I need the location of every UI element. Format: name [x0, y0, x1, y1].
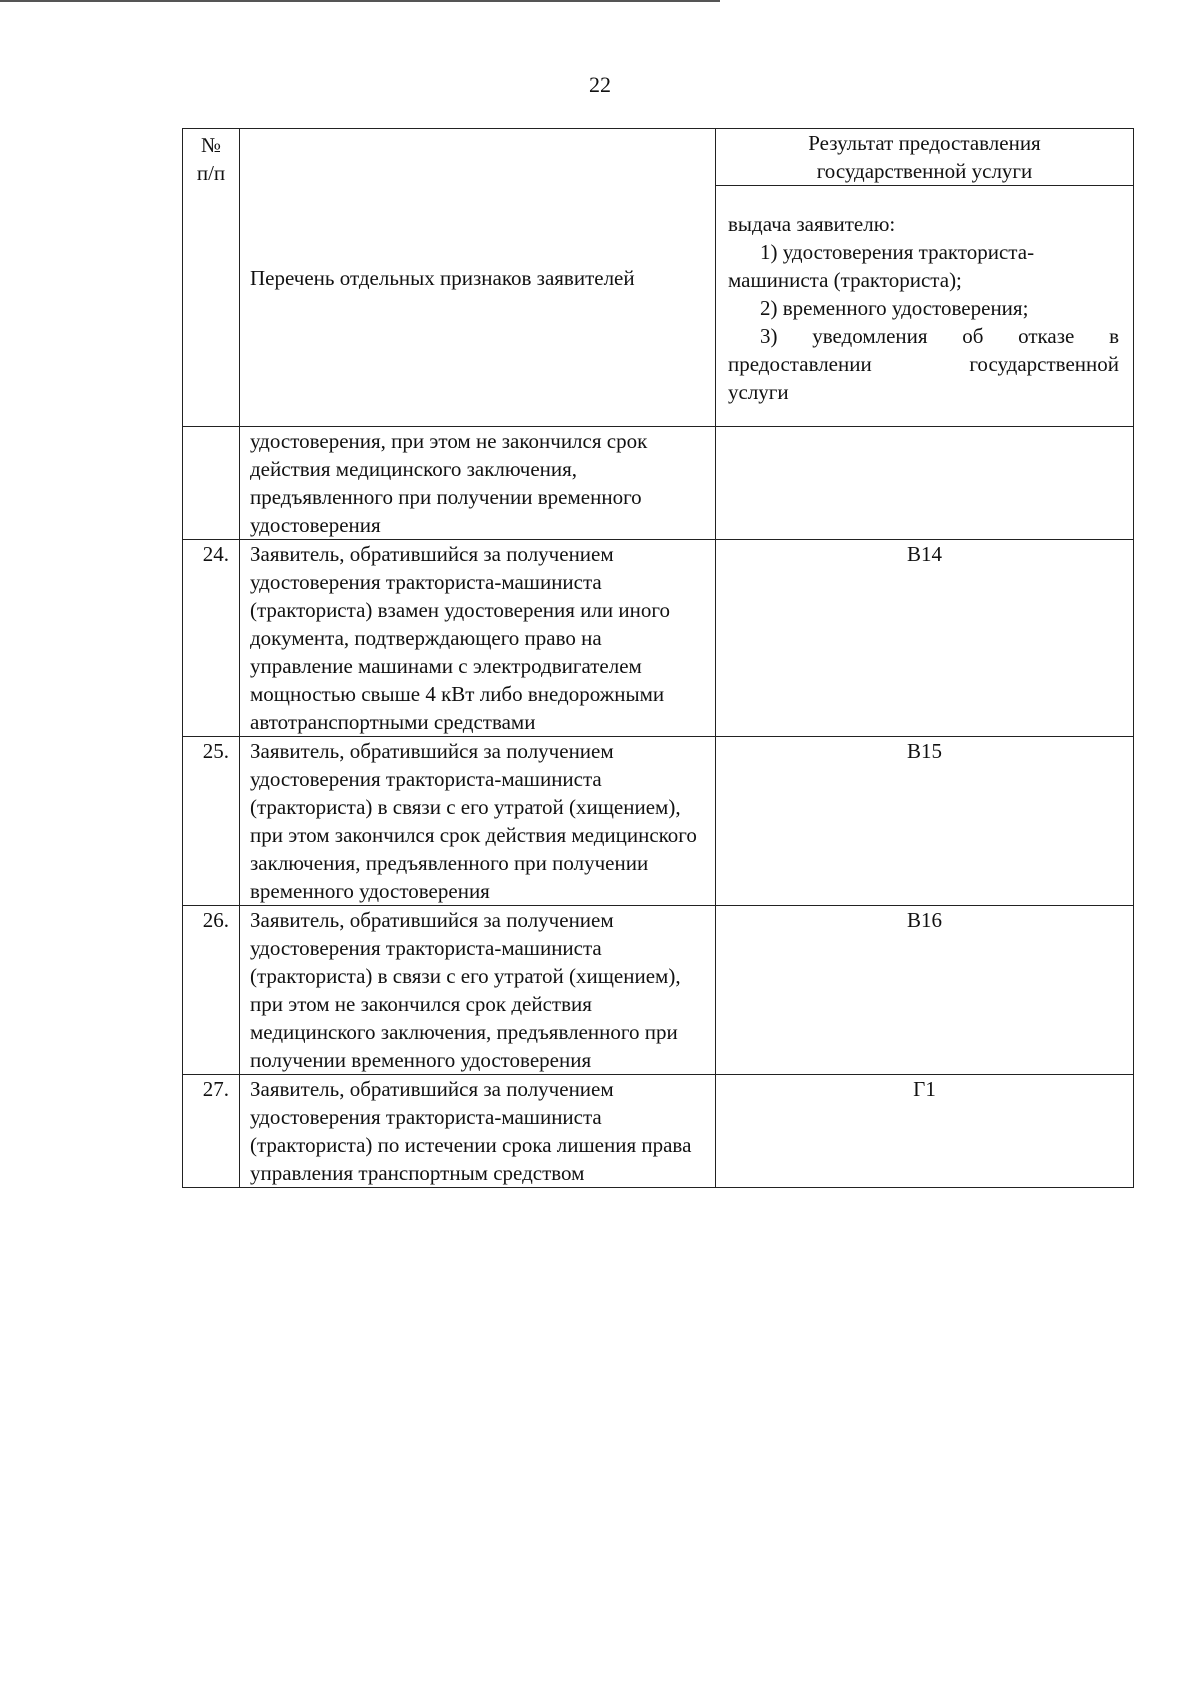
row-result-code: В16 — [716, 906, 1134, 1075]
header-result-title-line1: Результат предоставления — [808, 131, 1041, 155]
row-features: Заявитель, обратившийся за получением удостоверения тракториста-машиниста (тракториста) взамен удостоверения или иного документа, подтверждающего право на управление машинами с электродвигателем мощностью свыше 4 кВт либо внедорожными автотранспортными средствами — [240, 540, 716, 737]
table-row — [183, 540, 1134, 737]
row-result-code: В15 — [716, 737, 1134, 906]
result-list-item1-line2: машиниста (тракториста); — [728, 268, 962, 292]
row-number: 24. — [183, 540, 240, 737]
header-result-title — [716, 129, 1134, 186]
row-features: удостоверения, при этом не закончился срок действия медицинского заключения, предъявленного при получении временного удостоверения — [240, 427, 716, 540]
row-result-code: В14 — [716, 540, 1134, 737]
page-number: 22 — [589, 72, 611, 97]
row-number: 27. — [183, 1075, 240, 1188]
row-features: Заявитель, обратившийся за получением удостоверения тракториста-машиниста (тракториста) в связи с его утратой (хищением), при этом закончился срок действия медицинского заключения, предъявленного при получении временного удостоверения — [240, 737, 716, 906]
header-result-title-line2: государственной услуги — [816, 159, 1033, 183]
row-number: 26. — [183, 906, 240, 1075]
result-list-item3-line3: услуги — [728, 380, 789, 404]
header-result-list — [716, 186, 1134, 427]
table-row — [183, 737, 1134, 906]
row-features: Заявитель, обратившийся за получением удостоверения тракториста-машиниста (тракториста) в связи с его утратой (хищением), при этом не закончился срок действия медицинского заключения, предъявленного при получении временного удостоверения — [240, 906, 716, 1075]
table-header-row — [183, 129, 1134, 186]
row-result-code — [716, 427, 1134, 540]
row-result-code: Г1 — [716, 1075, 1134, 1188]
result-list-item1-line1: 1) удостоверения тракториста- — [760, 240, 1035, 264]
header-number-symbol: № — [200, 133, 222, 157]
header-number-cell — [183, 129, 240, 427]
table-row — [183, 906, 1134, 1075]
table-row — [183, 1075, 1134, 1188]
header-number-abbr: п/п — [196, 161, 226, 185]
result-list-intro: выдача заявителю: — [728, 212, 896, 236]
table-row — [183, 427, 1134, 540]
result-list-item3-line2: предоставлении государственной — [728, 352, 1119, 376]
services-table — [182, 128, 1134, 1188]
scan-edge-rule — [0, 0, 720, 2]
row-features: Заявитель, обратившийся за получением удостоверения тракториста-машиниста (тракториста) по истечении срока лишения права управления транспортным средством — [240, 1075, 716, 1188]
result-list-item3-line1: 3) уведомления об отказе в — [760, 324, 1119, 348]
row-number: 25. — [183, 737, 240, 906]
header-features-cell: Перечень отдельных признаков заявителей — [240, 129, 716, 427]
row-number — [183, 427, 240, 540]
result-list-item2: 2) временного удостоверения; — [760, 296, 1029, 320]
